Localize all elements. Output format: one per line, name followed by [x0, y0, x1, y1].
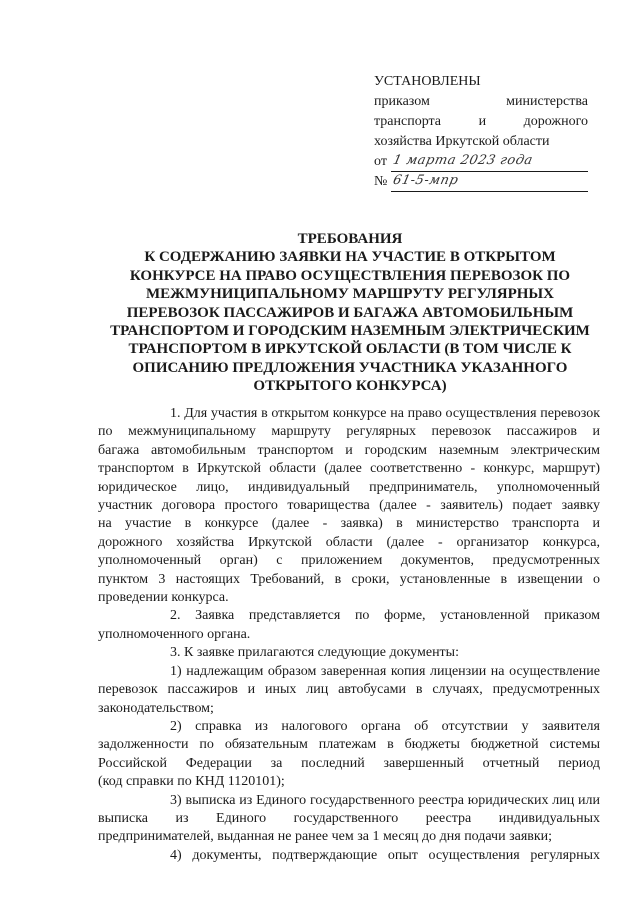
list-item-1 — [98, 663, 600, 718]
number-underline — [391, 175, 588, 192]
text-line: багажа автомобильным транспортом и городским наземным электрическим — [98, 442, 600, 458]
date-prefix: от — [374, 154, 387, 169]
text-line: законодательством; — [98, 700, 214, 716]
list-item-4 — [98, 847, 600, 865]
approval-line: транспорта и дорожного — [374, 114, 588, 129]
text-line: предпринимателей, выданная не ранее чем за 1 месяц до дня подачи заявки; — [98, 829, 553, 845]
title-line: К СОДЕРЖАНИЮ ЗАЯВКИ НА УЧАСТИЕ В ОТКРЫТОМ — [144, 249, 556, 266]
text-line: (код справки по КНД 1120101); — [98, 774, 285, 790]
text-line: 4) документы, подтверждающие опыт осуществления регулярных — [170, 847, 600, 863]
title-line: ПЕРЕВОЗОК ПАССАЖИРОВ И БАГАЖА АВТОМОБИЛЬНЫМ — [126, 304, 574, 321]
title-line: ТРАНСПОРТОМ В ИРКУТСКОЙ ОБЛАСТИ (В ТОМ ЧИСЛЕ К — [128, 341, 572, 358]
approval-line: хозяйства Иркутской области — [374, 134, 550, 149]
approval-stamp — [374, 72, 588, 192]
text-line: задолженности по обязательным платежам в бюджеты бюджетной системы — [98, 737, 600, 753]
handwritten-date: 1 марта 2023 года — [391, 153, 535, 168]
paragraph-3 — [98, 644, 600, 662]
text-line: уполномоченный орган) с приложением документов, предусмотренных — [98, 553, 600, 569]
text-line: проведении конкурса. — [98, 590, 229, 606]
text-line: участник договора простого товарищества (далее - заявитель) подает заявку — [98, 498, 600, 514]
title-line: ОПИСАНИЮ ПРЕДЛОЖЕНИЯ УЧАСТНИКА УКАЗАННОГО — [132, 359, 568, 376]
text-line: пунктом 3 настоящих Требований, в сроки, установленные в извещении о — [98, 571, 600, 587]
text-line: юридическое лицо, индивидуальный предприниматель, уполномоченный — [98, 479, 600, 495]
text-line: уполномоченного органа. — [98, 626, 251, 642]
text-line: 1. Для участия в открытом конкурсе на право осуществления перевозок — [170, 406, 600, 421]
text-line: 2. Заявка представляется по форме, установленной приказом — [170, 608, 600, 624]
text-line: 2) справка из налогового органа об отсутствии у заявителя — [170, 718, 600, 734]
date-underline — [391, 155, 588, 172]
document-title — [100, 230, 600, 396]
title-line: ОТКРЫТОГО КОНКУРСА) — [253, 378, 447, 395]
title-line: МЕЖМУНИЦИПАЛЬНОМУ МАРШРУТУ РЕГУЛЯРНЫХ — [145, 286, 554, 303]
approval-date-row — [374, 152, 588, 172]
approval-heading: УСТАНОВЛЕНЫ — [374, 74, 481, 89]
text-line: по межмуниципальному маршруту регулярных перевозок пассажиров и — [98, 424, 600, 440]
text-line: перевозок пассажиров и иных лиц автобусами в случаях, предусмотренных — [98, 682, 600, 698]
paragraph-1 — [98, 405, 600, 607]
handwritten-number: 61-5-мпр — [391, 173, 461, 188]
approval-number-row — [374, 172, 588, 192]
list-item-3 — [98, 792, 600, 847]
text-line: транспортом в Иркутской области (далее соответственно - конкурс, маршрут) — [98, 461, 600, 477]
paragraph-2 — [98, 607, 600, 644]
text-line: выписка из Единого государственного реестра индивидуальных — [98, 810, 600, 826]
document-body — [98, 405, 600, 865]
text-line: 3) выписка из Единого государственного реестра юридических лиц или — [170, 792, 600, 808]
list-item-2 — [98, 718, 600, 792]
approval-line: приказом министерства — [374, 94, 588, 109]
text-line: на участие в конкурсе (далее - заявка) в министерство транспорта и — [98, 516, 600, 532]
title-line: ТРАНСПОРТОМ И ГОРОДСКИМ НАЗЕМНЫМ ЭЛЕКТРИЧЕСКИМ — [110, 323, 590, 340]
text-line: 3. К заявке прилагаются следующие документы: — [170, 645, 459, 661]
number-prefix: № — [374, 174, 388, 189]
text-line: 1) надлежащим образом заверенная копия лицензии на осуществление — [170, 663, 600, 679]
title-line: ТРЕБОВАНИЯ — [297, 231, 403, 247]
title-line: КОНКУРСЕ НА ПРАВО ОСУЩЕСТВЛЕНИЯ ПЕРЕВОЗОК ПО — [129, 267, 571, 284]
text-line: дорожного хозяйства Иркутской области (далее - организатор конкурса, — [98, 534, 600, 550]
text-line: Российской Федерации за последний завершенный отчетный период — [98, 755, 600, 771]
